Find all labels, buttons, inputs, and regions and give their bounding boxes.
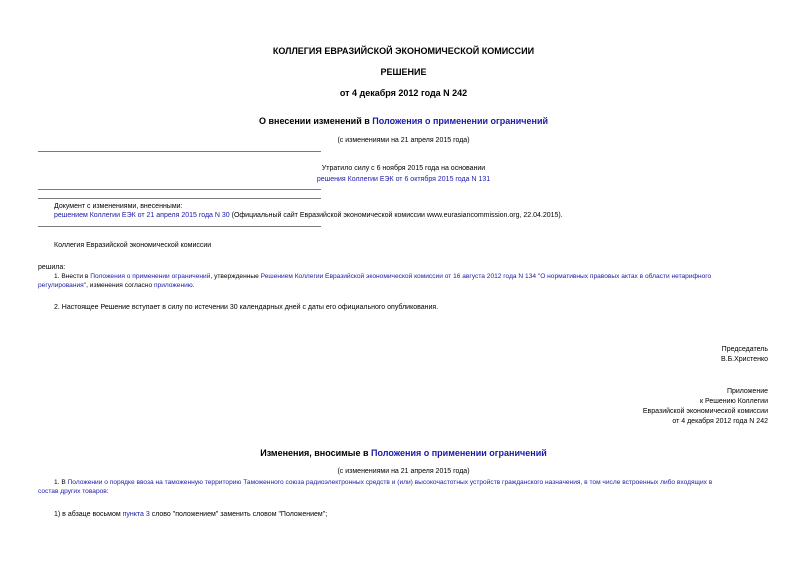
item-1-link-positions[interactable]: Положения о применении ограничений [90, 273, 211, 280]
appendix-p1-line [38, 478, 773, 487]
org-heading: КОЛЛЕГИЯ ЕВРАЗИЙСКОЙ ЭКОНОМИЧЕСКОЙ КОМИССИИ [272, 46, 535, 56]
appendix-paragraph-2 [54, 510, 327, 519]
expired-line: Утратило силу с 6 ноября 2015 года на основании [321, 165, 486, 172]
title-link[interactable]: Положения о применении ограничений [372, 116, 549, 126]
appendix-ref-line: Евразийской экономической комиссии [642, 408, 768, 415]
item-1-text: , утвержденные [210, 273, 261, 280]
appendix-paragraph-1 [38, 478, 773, 496]
divider [38, 151, 321, 152]
item-2: 2. Настоящее Решение вступает в силу по истечении 30 календарных дней с даты его официального опубликования. [54, 304, 439, 311]
appendix-p1-text: 1. В [54, 479, 68, 486]
changes-link[interactable]: решением Коллегии ЕЭК от 21 апреля 2015 года N 30 [54, 212, 230, 219]
intro-text: Коллегия Евразийской экономической комиссии [54, 242, 212, 249]
item-1 [38, 272, 773, 290]
changes-line [54, 211, 563, 220]
divider [38, 198, 321, 199]
decided-text: решила: [38, 264, 66, 271]
appendix-p2-link[interactable]: пункта 3 [122, 511, 150, 518]
changes-label: Документ с изменениями, внесенными: [54, 203, 183, 210]
document-title [0, 116, 807, 127]
item-1-text: 1. Внести в [54, 273, 91, 280]
signature-role: Председатель [721, 346, 768, 353]
divider [38, 189, 321, 190]
item-1-link-decision[interactable]: Решением Коллегии Евразийской экономической комиссии от 16 августа 2012 года N 134 "О нормативных правовых актах в области нетарифного [260, 273, 712, 280]
appendix-title-prefix: Изменения, вносимые в [260, 448, 372, 458]
item-1-line [38, 272, 773, 281]
appendix-amended-note: (с изменениями на 21 апреля 2015 года) [337, 468, 470, 475]
doc-date-number: от 4 декабря 2012 года N 242 [339, 88, 468, 98]
appendix-title [0, 448, 807, 459]
divider [38, 226, 321, 227]
title-prefix: О внесении изменений в [258, 116, 373, 126]
item-1-link-decision[interactable]: регулирования" [38, 282, 87, 289]
expired-link[interactable]: решения Коллегии ЕЭК от 6 октября 2015 года N 131 [316, 176, 491, 183]
appendix-p1-link[interactable]: Положении о порядке ввоза на таможенную территорию Таможенного союза радиоэлектронных средств и (или) высокочастотных устройств гражданского назначения, в том числе встроенных либо входящих в [67, 479, 713, 486]
appendix-p2-text: 1) в абзаце восьмом [54, 511, 123, 518]
signature-name: В.Б.Христенко [720, 356, 768, 363]
appendix-ref-line: от 4 декабря 2012 года N 242 [672, 418, 768, 425]
appendix-p2-text: слово "положением" заменить словом "Положением"; [149, 511, 328, 518]
appendix-p1-text: : [106, 488, 109, 495]
item-1-text: . [192, 282, 195, 289]
appendix-title-link[interactable]: Положения о применении ограничений [371, 448, 547, 458]
appendix-p1-link[interactable]: состав других товаров [38, 488, 107, 495]
doc-type-heading: РЕШЕНИЕ [380, 67, 427, 77]
changes-rest: (Официальный сайт Евразийской экономической комиссии www.eurasiancommission.org, 22.04.2015). [229, 212, 563, 219]
amended-note: (с изменениями на 21 апреля 2015 года) [337, 137, 470, 144]
item-1-text: , изменения согласно [86, 282, 154, 289]
appendix-ref-line: к Решению Коллегии [700, 398, 768, 405]
appendix-ref-line: Приложение [726, 388, 768, 395]
item-1-link-appendix[interactable]: приложению [153, 282, 193, 289]
item-1-line [38, 281, 773, 290]
appendix-p1-line [38, 487, 773, 496]
